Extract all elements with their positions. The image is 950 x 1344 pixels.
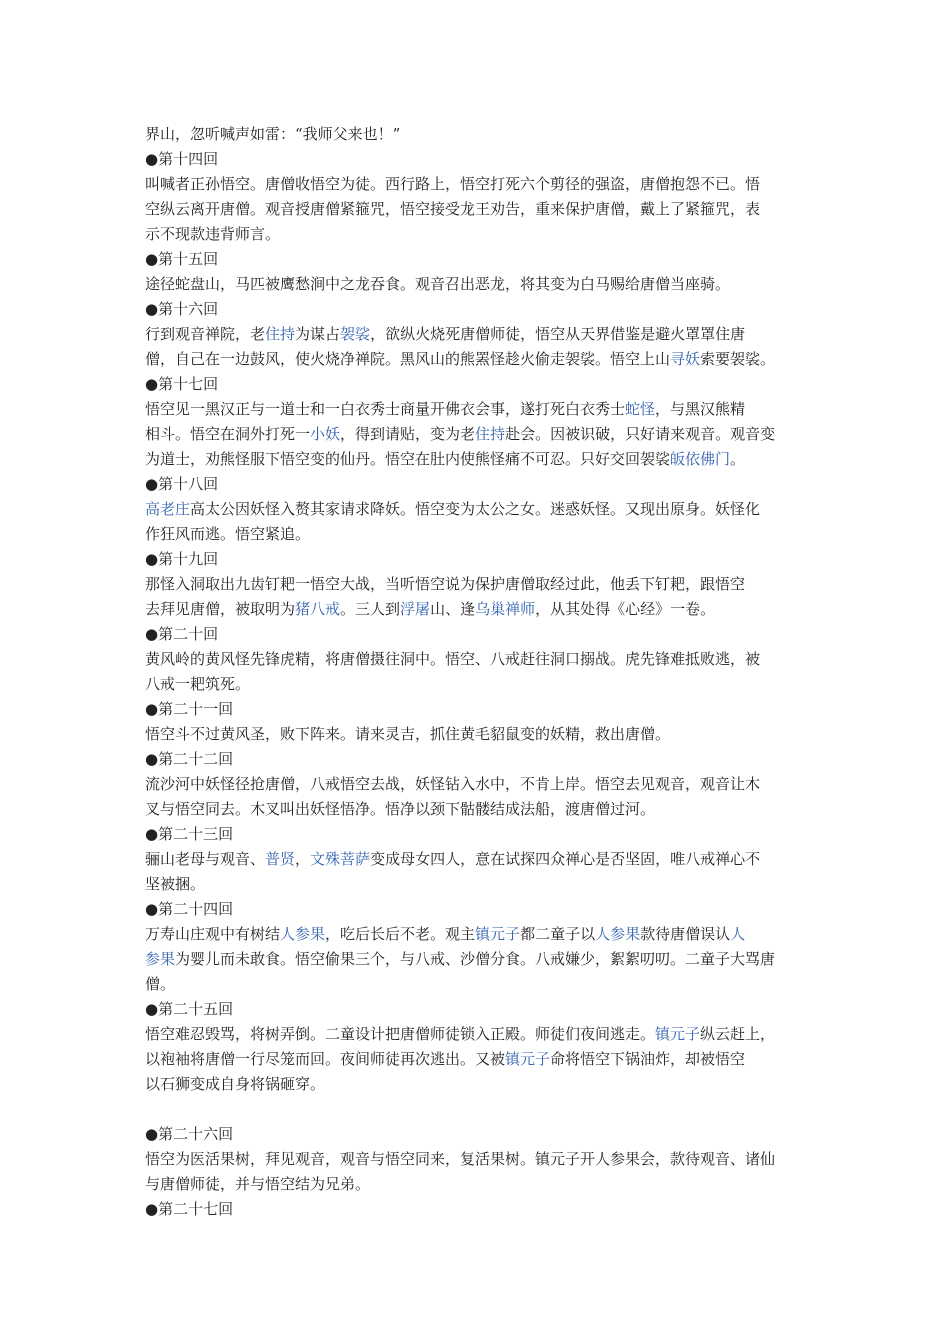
chapter-heading: ●第十六回 xyxy=(145,300,219,318)
text-line xyxy=(145,872,820,897)
keyword-link[interactable]: 镇元子 xyxy=(655,1025,701,1043)
keyword-link[interactable]: 浮屠 xyxy=(400,600,431,618)
text-line xyxy=(145,497,820,522)
text-line xyxy=(145,222,820,247)
chapter-heading: ●第十五回 xyxy=(145,250,219,268)
keyword-link[interactable]: 镇元子 xyxy=(475,925,521,943)
text-line xyxy=(145,772,820,797)
text-line xyxy=(145,947,820,972)
keyword-link[interactable]: 猪八戒 xyxy=(295,600,341,618)
text-segment: 行到观音禅院，老 xyxy=(145,325,266,343)
keyword-link[interactable]: 小妖 xyxy=(310,425,341,443)
text-segment: 悟空见一黑汉正与一道士和一白衣秀士商量开佛衣会事，遂打死白衣秀士 xyxy=(145,400,626,418)
text-line xyxy=(145,447,820,472)
text-line xyxy=(145,197,820,222)
text-line xyxy=(145,1022,820,1047)
text-segment: ，与黑汉熊精 xyxy=(655,400,746,418)
chapter-heading: ●第二十五回 xyxy=(145,1000,234,1018)
text-segment: 。 xyxy=(730,450,746,468)
text-segment: 纵云赶上， xyxy=(700,1025,776,1043)
text-segment: 流沙河中妖怪径抢唐僧，八戒悟空去战，妖怪钻入水中，不肯上岸。悟空去见观音，观音让木 xyxy=(145,775,761,793)
text-line xyxy=(145,322,820,347)
text-segment: ，得到请贴，变为老 xyxy=(340,425,476,443)
text-line xyxy=(145,1147,820,1172)
text-segment: 都二童子以 xyxy=(520,925,596,943)
text-segment: 相斗。悟空在洞外打死一 xyxy=(145,425,311,443)
chapter-heading: ●第二十七回 xyxy=(145,1200,234,1218)
text-segment: 为道士，劝熊怪服下悟空变的仙丹。悟空在肚内使熊怪痛不可忍。只好交回袈裟 xyxy=(145,450,671,468)
text-line xyxy=(145,1172,820,1197)
keyword-link[interactable]: 寻妖 xyxy=(670,350,701,368)
text-line xyxy=(145,272,820,297)
text-segment: 悟空难忍毁骂，将树弄倒。二童设计把唐僧师徒锁入正殿。师徒们夜间逃走。 xyxy=(145,1025,656,1043)
text-segment: 山、逢 xyxy=(430,600,476,618)
document-body xyxy=(145,122,820,1222)
text-segment: 索要袈裟。 xyxy=(700,350,776,368)
text-segment: 悟空为医活果树，拜见观音，观音与悟空同来，复活果树。镇元子开人参果会，款待观音、诸仙 xyxy=(145,1150,776,1168)
text-segment: 命将悟空下锅油炸，却被悟空 xyxy=(550,1050,746,1068)
text-segment: 为婴儿而未敢食。悟空偷果三个，与八戒、沙僧分食。八戒嫌少，絮絮叨叨。二童子大骂唐 xyxy=(175,950,776,968)
text-segment: ， xyxy=(295,850,311,868)
keyword-link[interactable]: 蛇怪 xyxy=(625,400,656,418)
blank-line xyxy=(145,1097,820,1122)
text-line xyxy=(145,172,820,197)
chapter-heading: ●第十七回 xyxy=(145,375,219,393)
chapter-heading: ●第二十二回 xyxy=(145,750,234,768)
text-line xyxy=(145,847,820,872)
text-segment: 赴会。因被识破，只好请来观音。观音变 xyxy=(505,425,776,443)
text-segment: 八戒一耙筑死。 xyxy=(145,675,251,693)
chapter-heading: ●第二十四回 xyxy=(145,900,234,918)
text-segment: ，吃后长后不老。观主 xyxy=(325,925,476,943)
text-segment: 僧，自己在一边鼓风，使火烧净禅院。黑风山的熊罴怪趁火偷走袈裟。悟空上山 xyxy=(145,350,671,368)
text-segment: 作狂风而逃。悟空紧追。 xyxy=(145,525,311,543)
text-line xyxy=(145,672,820,697)
text-line xyxy=(145,922,820,947)
text-segment: 示不现款违背师言。 xyxy=(145,225,281,243)
text-segment: 骊山老母与观音、 xyxy=(145,850,266,868)
text-segment: 款待唐僧误认 xyxy=(640,925,731,943)
keyword-link[interactable]: 参果 xyxy=(145,950,176,968)
text-segment: 万寿山庄观中有树结 xyxy=(145,925,281,943)
chapter-heading: ●第十九回 xyxy=(145,550,219,568)
text-segment: 变成母女四人，意在试探四众禅心是否坚固，唯八戒禅心不 xyxy=(370,850,761,868)
text-line xyxy=(145,572,820,597)
keyword-link[interactable]: 文殊菩萨 xyxy=(310,850,371,868)
text-segment: 叫喊者正孙悟空。唐僧收悟空为徒。西行路上，悟空打死六个剪径的强盗，唐僧抱怨不已。悟 xyxy=(145,175,761,193)
text-segment: 僧。 xyxy=(145,975,176,993)
text-segment: 与唐僧师徒，并与悟空结为兄弟。 xyxy=(145,1175,371,1193)
text-line xyxy=(145,397,820,422)
text-line xyxy=(145,647,820,672)
text-line xyxy=(145,597,820,622)
chapter-heading: ●第二十六回 xyxy=(145,1125,234,1143)
keyword-link[interactable]: 袈裟 xyxy=(340,325,371,343)
text-line xyxy=(145,1047,820,1072)
text-segment: 叉与悟空同去。木叉叫出妖怪悟净。悟净以颈下骷髅结成法船，渡唐僧过河。 xyxy=(145,800,656,818)
keyword-link[interactable]: 皈依佛门 xyxy=(670,450,731,468)
text-segment: 黄风岭的黄风怪先锋虎精，将唐僧摄往洞中。悟空、八戒赶往洞口搦战。虎先锋难抵败逃，被 xyxy=(145,650,761,668)
text-line xyxy=(145,347,820,372)
text-segment: 空纵云离开唐僧。观音授唐僧紧箍咒，悟空接受龙王劝告，重来保护唐僧，戴上了紧箍咒，表 xyxy=(145,200,761,218)
keyword-link[interactable]: 普贤 xyxy=(265,850,296,868)
text-segment: 那怪入洞取出九齿钉耙一悟空大战，当听悟空说为保护唐僧取经过此，他丢下钉耙，跟悟空 xyxy=(145,575,746,593)
keyword-link[interactable]: 人 xyxy=(730,925,746,943)
text-segment: 坚被捆。 xyxy=(145,875,206,893)
chapter-heading: ●第二十回 xyxy=(145,625,219,643)
keyword-link[interactable]: 高老庄 xyxy=(145,500,191,518)
text-segment: 去拜见唐僧，被取明为 xyxy=(145,600,296,618)
keyword-link[interactable]: 乌巢禅师 xyxy=(475,600,536,618)
text-segment: 。三人到 xyxy=(340,600,401,618)
text-segment: 悟空斗不过黄风圣，败下阵来。请来灵吉，抓住黄毛貂鼠变的妖精，救出唐僧。 xyxy=(145,725,671,743)
keyword-link[interactable]: 人参果 xyxy=(595,925,641,943)
text-line xyxy=(145,972,820,997)
text-segment: 高太公因妖怪入赘其家请求降妖。悟空变为太公之女。迷惑妖怪。又现出原身。妖怪化 xyxy=(190,500,761,518)
chapter-heading: ●第二十一回 xyxy=(145,700,234,718)
keyword-link[interactable]: 人参果 xyxy=(280,925,326,943)
keyword-link[interactable]: 住持 xyxy=(475,425,506,443)
text-segment: 以石狮变成自身将锅砸穿。 xyxy=(145,1075,326,1093)
text-line xyxy=(145,522,820,547)
text-segment: ，欲纵火烧死唐僧师徒，悟空从天界借鉴是避火罩罩住唐 xyxy=(370,325,746,343)
keyword-link[interactable]: 镇元子 xyxy=(505,1050,551,1068)
text-line xyxy=(145,722,820,747)
text-segment: 途径蛇盘山，马匹被鹰愁涧中之龙吞食。观音召出恶龙，将其变为白马赐给唐僧当座骑。 xyxy=(145,275,731,293)
chapter-heading: ●第十八回 xyxy=(145,475,219,493)
text-segment: ，从其处得《心经》一卷。 xyxy=(535,600,716,618)
chapter-heading: ●第二十三回 xyxy=(145,825,234,843)
keyword-link[interactable]: 住持 xyxy=(265,325,296,343)
text-line xyxy=(145,122,820,147)
text-segment: 为谋占 xyxy=(295,325,341,343)
text-segment: 以袍袖将唐僧一行尽笼而回。夜间师徒再次逃出。又被 xyxy=(145,1050,506,1068)
text-line xyxy=(145,422,820,447)
chapter-heading: ●第十四回 xyxy=(145,150,219,168)
text-line xyxy=(145,1072,820,1097)
text-segment: 界山，忽听喊声如雷：“我师父来也！” xyxy=(145,125,401,143)
text-line xyxy=(145,797,820,822)
